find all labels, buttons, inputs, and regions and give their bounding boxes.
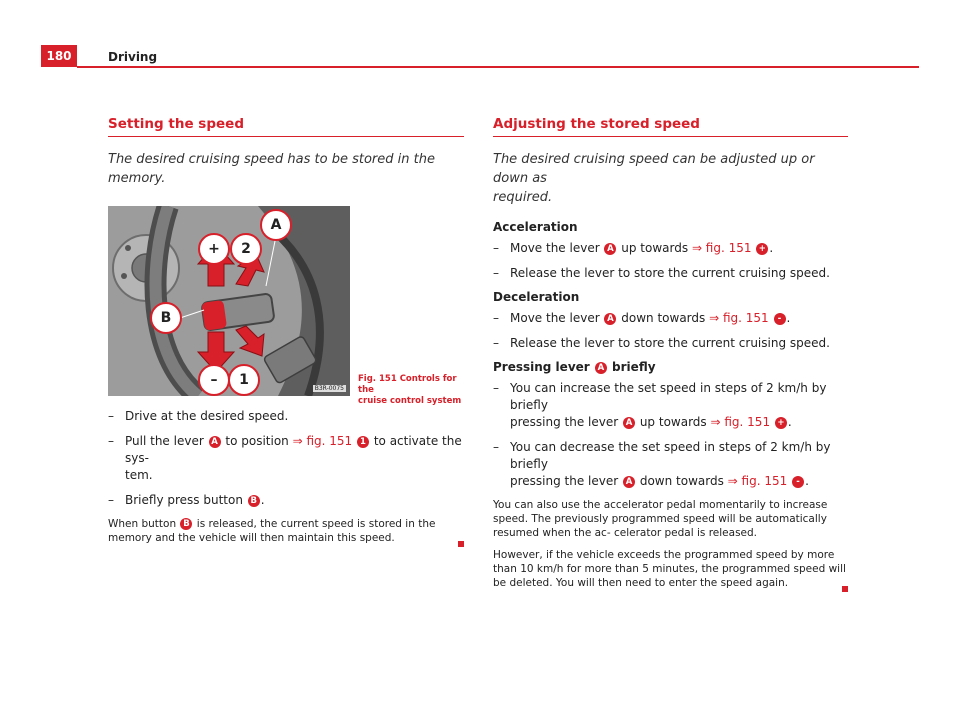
brief-title: Pressing lever A briefly <box>493 360 656 374</box>
accel-steps <box>493 240 848 282</box>
decel-title: Deceleration <box>493 290 580 304</box>
end-mark <box>842 586 848 592</box>
step-pull-lever: – Pull the lever A to position ⇒ fig. 151 1 to activate the sys- tem. <box>108 433 464 484</box>
left-heading: Setting the speed <box>108 116 464 137</box>
bullet-b: B <box>248 495 260 507</box>
section-title: Driving <box>108 50 158 64</box>
bullet-a: A <box>623 476 635 488</box>
page-number: 180 <box>41 45 77 67</box>
bullet-a: A <box>209 436 221 448</box>
accel-step-move: – Move the lever A up towards ⇒ fig. 151 + . <box>493 240 848 257</box>
right-heading: Adjusting the stored speed <box>493 116 848 137</box>
fig-ref-link[interactable]: ⇒ fig. 151 <box>691 241 752 255</box>
bullet-a: A <box>604 243 616 255</box>
bullet-plus: + <box>756 243 768 255</box>
header-rule <box>77 66 919 68</box>
right-intro: The desired cruising speed can be adjusted up or down as required. <box>493 152 815 205</box>
callout-2: 2 <box>230 233 262 265</box>
fig-ref-link[interactable]: ⇒ fig. 151 <box>727 474 788 488</box>
accel-step-release: – Release the lever to store the current cruising speed. <box>493 265 848 282</box>
callout-a: A <box>260 209 292 241</box>
brief-step-decrease: – You can decrease the set speed in steps of 2 km/h by briefly pressing the lever A down towards ⇒ fig. 151 - . <box>493 439 848 490</box>
decel-steps <box>493 310 848 352</box>
right-note-2: However, if the vehicle exceeds the programmed speed by more than 10 km/h for more than 5 minutes, the programmed speed will be deleted. You will then need to enter the speed again. <box>493 548 848 590</box>
left-intro: The desired cruising speed has to be stored in the memory. <box>108 152 435 186</box>
bullet-plus: + <box>775 417 787 429</box>
fig-ref-link[interactable]: ⇒ fig. 151 <box>292 434 353 448</box>
steering-wheel-drawing <box>108 206 350 396</box>
figure-code: B3R-0075 <box>314 385 344 392</box>
decel-step-move: – Move the lever A down towards ⇒ fig. 151 - . <box>493 310 848 327</box>
left-note: When button B is released, the current speed is stored in the memory and the vehicle will then maintain this speed. <box>108 517 464 545</box>
callout-minus: – <box>198 364 230 396</box>
bullet-minus: - <box>774 313 786 325</box>
callout-plus: + <box>198 233 230 265</box>
step-press-button: – Briefly press button B . <box>108 492 464 509</box>
step-drive: – Drive at the desired speed. <box>108 408 464 425</box>
left-column <box>108 116 464 547</box>
bullet-a: A <box>623 417 635 429</box>
figure-caption: Fig. 151 Controls for the cruise control system <box>358 374 462 406</box>
decel-step-release: – Release the lever to store the current cruising speed. <box>493 335 848 352</box>
brief-steps <box>493 380 848 490</box>
cruise-control-illustration <box>108 206 350 396</box>
bullet-a: A <box>604 313 616 325</box>
bullet-1: 1 <box>357 436 369 448</box>
callout-1: 1 <box>228 364 260 396</box>
fig-ref-link[interactable]: ⇒ fig. 151 <box>710 415 771 429</box>
figure-151 <box>108 206 464 406</box>
callout-b: B <box>150 302 182 334</box>
left-steps <box>108 408 464 509</box>
bullet-minus: - <box>792 476 804 488</box>
end-mark <box>458 541 464 547</box>
brief-step-increase: – You can increase the set speed in steps of 2 km/h by briefly pressing the lever A up towards ⇒ fig. 151 + . <box>493 380 848 431</box>
bullet-a: A <box>595 362 607 374</box>
right-column <box>493 116 848 592</box>
bullet-b: B <box>180 518 192 530</box>
right-note-1: You can also use the accelerator pedal momentarily to increase speed. The previously programmed speed will be automatically resumed when the ac- celerator pedal is released. <box>493 499 828 539</box>
accel-title: Acceleration <box>493 220 578 234</box>
fig-ref-link[interactable]: ⇒ fig. 151 <box>709 311 769 325</box>
